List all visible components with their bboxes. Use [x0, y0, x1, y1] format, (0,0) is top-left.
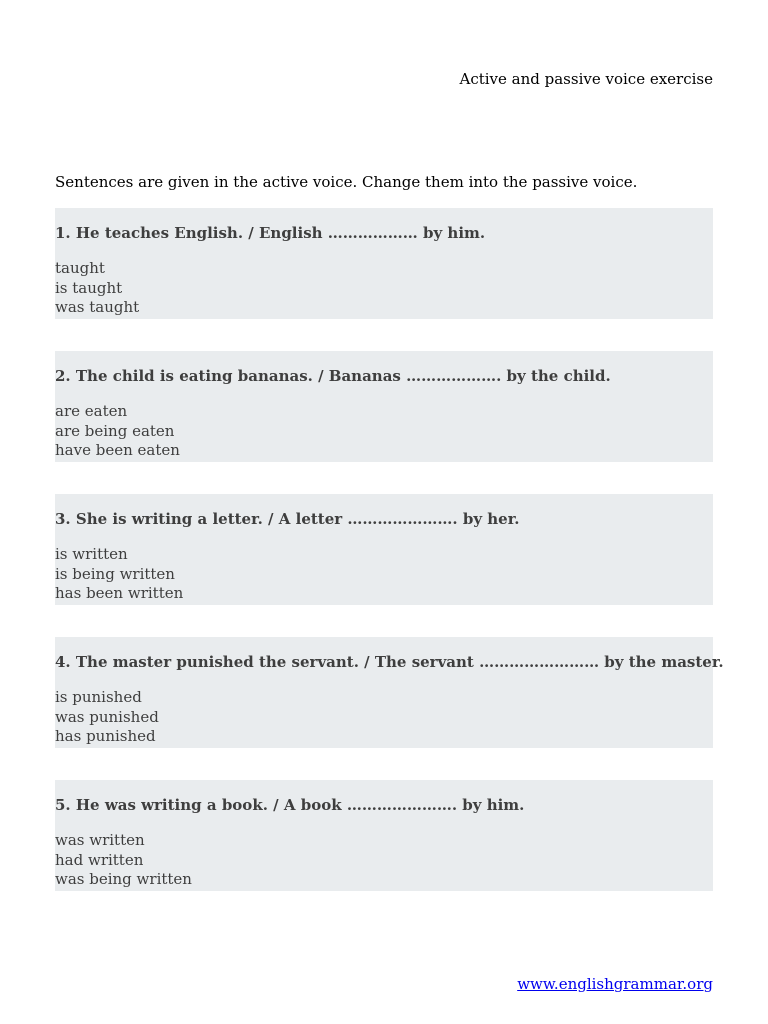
answer-option[interactable]: have been eaten: [55, 441, 180, 459]
question-block-4: [55, 637, 724, 748]
answer-option[interactable]: taught: [55, 259, 105, 277]
answer-options: [55, 688, 713, 747]
instructions-text: Sentences are given in the active voice. Change them into the passive voice.: [55, 173, 638, 191]
question-block-3: [55, 494, 713, 605]
question-list: [55, 208, 724, 923]
question-block-1: [55, 208, 713, 319]
question-text: 2. The child is eating bananas. / Bananas ………………. by the child.: [55, 367, 611, 385]
answer-options: [55, 545, 713, 604]
answer-option[interactable]: was taught: [55, 298, 140, 316]
question-text: 3. She is writing a letter. / A letter …………………. by her.: [55, 510, 520, 528]
question-block-5: [55, 780, 713, 891]
question-text: 4. The master punished the servant. / The servant …………………… by the master.: [55, 653, 724, 671]
footer-website-link[interactable]: www.englishgrammar.org: [517, 975, 713, 993]
answer-options: [55, 402, 713, 461]
answer-options: [55, 831, 713, 890]
answer-option[interactable]: is written: [55, 545, 128, 563]
answer-option[interactable]: is punished: [55, 688, 142, 706]
question-text: 1. He teaches English. / English ……………… by him.: [55, 224, 486, 242]
answer-option[interactable]: are being eaten: [55, 421, 175, 440]
answer-option[interactable]: was punished: [55, 707, 159, 726]
answer-option[interactable]: are eaten: [55, 402, 128, 420]
page-title: Active and passive voice exercise: [459, 70, 713, 88]
answer-option[interactable]: has punished: [55, 727, 156, 745]
answer-option[interactable]: is being written: [55, 564, 175, 583]
answer-option[interactable]: was being written: [55, 870, 192, 888]
answer-option[interactable]: is taught: [55, 278, 123, 297]
question-block-2: [55, 351, 713, 462]
question-text: 5. He was writing a book. / A book …………………. by him.: [55, 796, 525, 814]
answer-option[interactable]: had written: [55, 850, 144, 869]
answer-option[interactable]: has been written: [55, 584, 184, 602]
answer-option[interactable]: was written: [55, 831, 145, 849]
answer-options: [55, 259, 713, 318]
